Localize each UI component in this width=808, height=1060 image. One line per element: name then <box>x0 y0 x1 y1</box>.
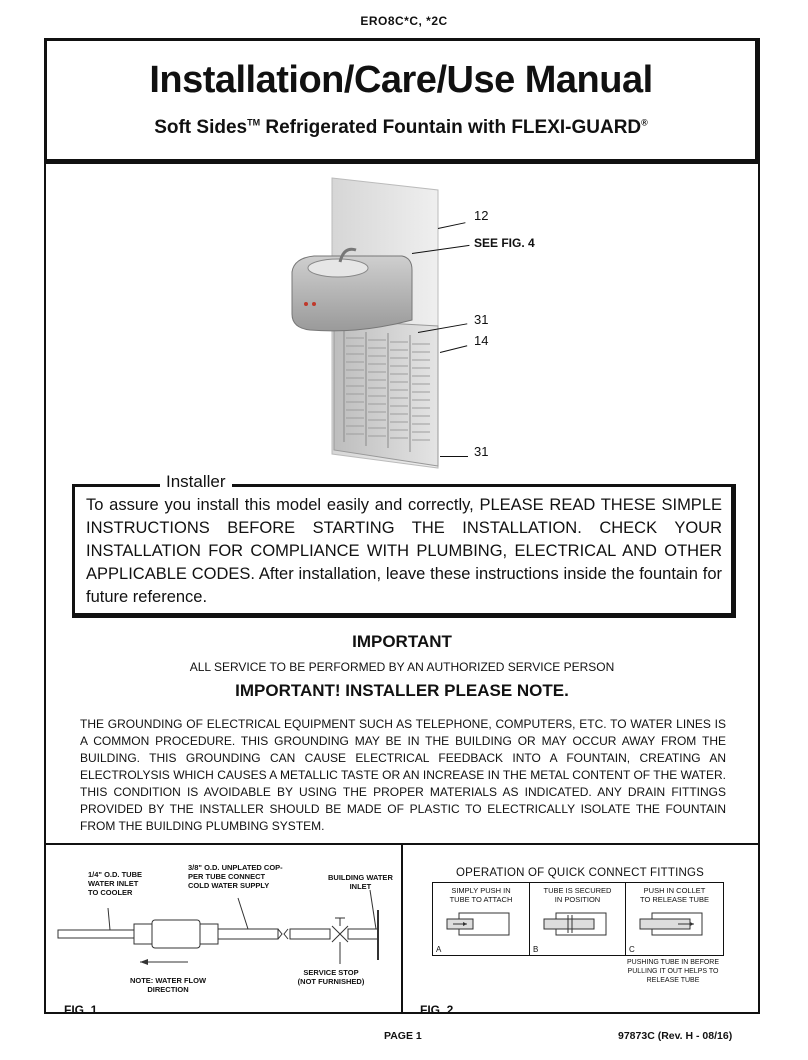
qc-fitting-b-icon <box>538 909 620 939</box>
page-title: Installation/Care/Use Manual <box>149 59 653 101</box>
page-subtitle <box>47 117 755 139</box>
callout-14: 14 <box>474 333 489 348</box>
fig1-service-stop-label: SERVICE STOP (NOT FURNISHED) <box>297 968 365 986</box>
fig1-flow-note: NOTE: WATER FLOW DIRECTION <box>129 976 207 994</box>
grounding-text: THE GROUNDING OF ELECTRICAL EQUIPMENT SUCH AS TELEPHONE, COMPUTERS, ETC. TO WATER LINES IS A COMMON PROCEDURE. THIS GROUNDING MAY BE IN THE BUILDING OR MAY OCCUR AWAY FROM THE BUILDING. THIS GROUNDING CAN CAUSE ELECTRICAL FEEDBACK INTO A FOUNTAIN, CREATING AN ELECTROLYSIS WHICH CAUSES A METALLIC TASTE OR AN INCREASE IN THE METAL CONTENT OF THE WATER. THIS CONDITION IS AVOIDABLE BY USING THE PROPER MATERIALS AS INDICATED. ANY DRAIN FITTINGS PROVIDED BY THE INSTALLER SHOULD BE MADE OF PLASTIC TO ELECTRICALLY ISOLATE THE FOUNTAIN FROM THE BUILDING PLUMBING SYSTEM. <box>80 717 726 833</box>
registered-mark: ® <box>641 117 648 128</box>
service-note: ALL SERVICE TO BE PERFORMED BY AN AUTHORIZED SERVICE PERSON <box>189 660 615 674</box>
header-box <box>44 38 760 164</box>
callout-see-fig4: SEE FIG. 4 <box>474 236 535 250</box>
qc-fitting-c-icon <box>634 909 716 939</box>
figure-divider <box>401 843 403 1014</box>
model-code: ERO8C*C, *2C <box>360 14 448 28</box>
installer-note-heading: IMPORTANT! INSTALLER PLEASE NOTE. <box>235 681 569 700</box>
fig1-building-inlet-label: BUILDING WATER INLET <box>328 873 393 891</box>
qc-fitting-a-icon <box>441 909 523 939</box>
subtitle-part2: Refrigerated Fountain with FLEXI-GUARD <box>260 117 642 138</box>
callout-31-top: 31 <box>474 312 489 327</box>
qc-panel-c: PUSH IN COLLET TO RELEASE TUBE C <box>626 883 723 955</box>
installer-label: Installer <box>160 472 232 492</box>
fig2-label: FIG. 2 <box>420 1003 454 1017</box>
qc-panel-b: TUBE IS SECURED IN POSITION B <box>530 883 626 955</box>
qc-title: OPERATION OF QUICK CONNECT FITTINGS <box>455 867 705 879</box>
page-number: PAGE 1 <box>384 1030 422 1042</box>
trademark-mark: TM <box>247 117 261 128</box>
qc-panels <box>432 882 724 956</box>
callout-12: 12 <box>474 208 489 223</box>
callout-line-31-bottom <box>440 456 468 457</box>
important-heading: IMPORTANT <box>352 632 452 651</box>
callout-31-bottom: 31 <box>474 444 489 459</box>
installer-text: To assure you install this model easily and correctly, PLEASE READ THESE SIMPLE INSTRUCTIONS BEFORE STARTING THE INSTALLATION. CHECK YOUR INSTALLATION FOR COMPLIANCE WITH PLUMBING, ELECTRICAL AND OTHER APPLICABLE CODES. After installation, leave these instructions inside the fountain for future reference. <box>86 496 722 606</box>
fig1-copper-tube-label: 3/8" O.D. UNPLATED COP- PER TUBE CONNECT COLD WATER SUPPLY <box>188 863 283 890</box>
qc-panel-a: SIMPLY PUSH IN TUBE TO ATTACH A <box>433 883 530 955</box>
fig1-tube-inlet-label: 1/4" O.D. TUBE WATER INLET TO COOLER <box>88 870 142 897</box>
document-number: 97873C (Rev. H - 08/16) <box>618 1030 733 1042</box>
subtitle-part1: Soft Sides <box>154 117 248 138</box>
qc-note: PUSHING TUBE IN BEFORE PULLING IT OUT HELPS TO RELEASE TUBE <box>626 959 720 984</box>
fig1-label: FIG. 1 <box>64 1003 98 1017</box>
